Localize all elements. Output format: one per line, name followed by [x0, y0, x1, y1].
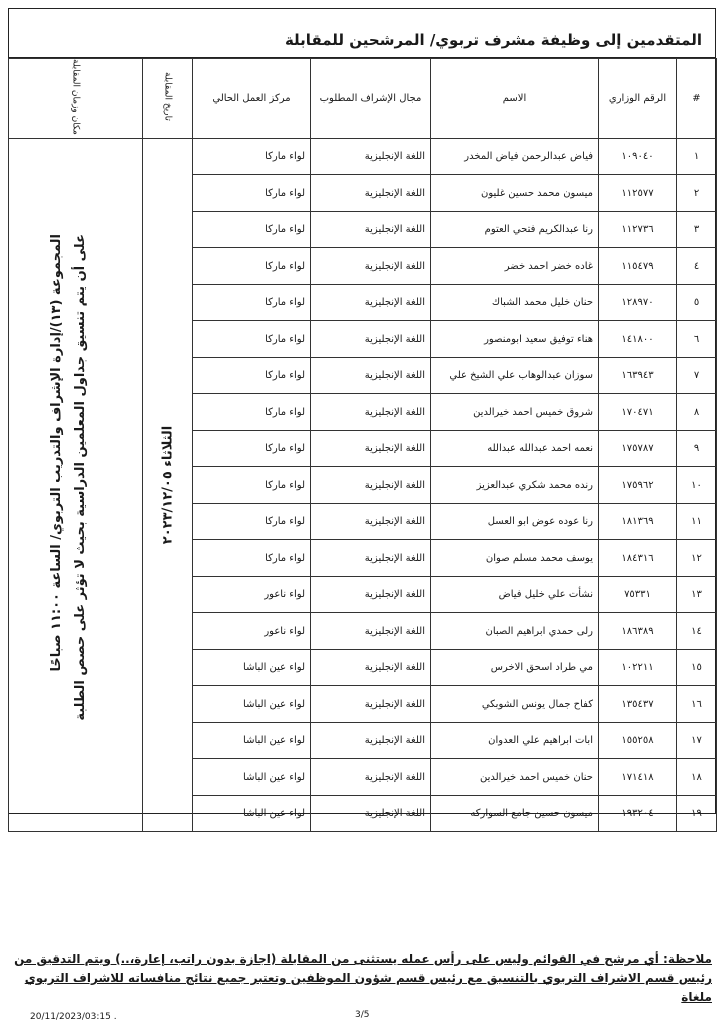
note-line-2: رئيس قسم الاشراف التربوي بالتنسيق مع رئيس قسم شؤون الموظفين وتعتبر جميع نتائج منافساته للاشراف التربوي ملغاة [24, 971, 712, 1004]
current-workplace: لواء عين الباشا [193, 686, 311, 723]
ministry-number: ١١٢٧٣٦ [599, 211, 677, 248]
ministry-number: ١٧٥٧٨٧ [599, 430, 677, 467]
ministry-number: ١٥٥٢٥٨ [599, 722, 677, 759]
row-number: ٧ [677, 357, 717, 394]
header-name: الاسم [431, 59, 599, 139]
row-number: ١ [677, 138, 717, 175]
supervision-field: اللغة الإنجليزية [311, 722, 431, 759]
candidate-name: رلى حمدي ابراهيم الصبان [431, 613, 599, 650]
ministry-number: ١٧٥٩٦٢ [599, 467, 677, 504]
row-number: ١٥ [677, 649, 717, 686]
candidate-name: فياض عبدالرحمن فياض المخدر [431, 138, 599, 175]
candidate-name: حنان خميس احمد خيرالدين [431, 759, 599, 796]
supervision-field: اللغة الإنجليزية [311, 248, 431, 285]
ministry-number: ١٦٣٩٤٣ [599, 357, 677, 394]
row-number: ٦ [677, 321, 717, 358]
current-workplace: لواء ماركا [193, 211, 311, 248]
row-number: ١٩ [677, 795, 717, 832]
ministry-number: ١٩٣٢٠٤ [599, 795, 677, 832]
current-workplace: لواء ماركا [193, 540, 311, 577]
ministry-number: ١٢٨٩٧٠ [599, 284, 677, 321]
current-workplace: لواء ماركا [193, 430, 311, 467]
header-ministry-no: الرقم الوزاري [599, 59, 677, 139]
supervision-field: اللغة الإنجليزية [311, 211, 431, 248]
candidate-name: غاده خضر احمد خضر [431, 248, 599, 285]
candidate-name: رنده محمد شكري عبدالعزيز [431, 467, 599, 504]
supervision-field: اللغة الإنجليزية [311, 576, 431, 613]
row-number: ١٤ [677, 613, 717, 650]
current-workplace: لواء ماركا [193, 175, 311, 212]
supervision-field: اللغة الإنجليزية [311, 357, 431, 394]
row-number: ١١ [677, 503, 717, 540]
page-title: المتقدمين إلى وظيفة مشرف تربوي/ المرشحين للمقابلة [284, 31, 702, 49]
candidate-name: ابات ابراهيم علي العدوان [431, 722, 599, 759]
table-header-row [9, 59, 717, 139]
candidate-name: سوزان عبدالوهاب علي الشيخ علي [431, 357, 599, 394]
supervision-field: اللغة الإنجليزية [311, 649, 431, 686]
candidate-name: رنا عبدالكريم فتحي العتوم [431, 211, 599, 248]
row-number: ١٨ [677, 759, 717, 796]
supervision-field: اللغة الإنجليزية [311, 430, 431, 467]
group-text-2: على أن يتم تنسيق جداول المعلمين الدراسية بحيث لا تؤثر على حصص الطلبة [73, 233, 88, 721]
row-number: ١٦ [677, 686, 717, 723]
current-workplace: لواء ماركا [193, 321, 311, 358]
current-workplace: لواء ناعور [193, 576, 311, 613]
ministry-number: ١٠٩٠٤٠ [599, 138, 677, 175]
candidate-name: نشأت علي خليل فياض [431, 576, 599, 613]
candidate-name: شروق خميس احمد خيرالدين [431, 394, 599, 431]
row-number: ٨ [677, 394, 717, 431]
header-date: تاريخ المقابلة [143, 59, 193, 139]
current-workplace: لواء ماركا [193, 394, 311, 431]
supervision-field: اللغة الإنجليزية [311, 540, 431, 577]
row-number: ٤ [677, 248, 717, 285]
ministry-number: ١٣٥٤٣٧ [599, 686, 677, 723]
group-text-1: المجموعة (١٣)/إدارة الإشراف والتدريب التربوي/ الساعة ١١:٠٠ صباحًا [49, 233, 64, 672]
ministry-number: ١٨٤٣١٦ [599, 540, 677, 577]
row-number: ١٧ [677, 722, 717, 759]
candidate-name: ميسون حسين جامع السواركه [431, 795, 599, 832]
ministry-number: ١١٥٤٧٩ [599, 248, 677, 285]
row-number: ٣ [677, 211, 717, 248]
supervision-field: اللغة الإنجليزية [311, 394, 431, 431]
supervision-field: اللغة الإنجليزية [311, 284, 431, 321]
current-workplace: لواء ماركا [193, 284, 311, 321]
page-number: 3/5 [355, 1010, 370, 1020]
candidates-table [8, 58, 717, 832]
candidate-name: هناء توفيق سعيد ابومنصور [431, 321, 599, 358]
current-workplace: لواء عين الباشا [193, 759, 311, 796]
note [12, 950, 712, 1007]
row-number: ٢ [677, 175, 717, 212]
candidate-name: يوسف محمد مسلم صوان [431, 540, 599, 577]
supervision-field: اللغة الإنجليزية [311, 467, 431, 504]
ministry-number: ١٨١٣٦٩ [599, 503, 677, 540]
supervision-field: اللغة الإنجليزية [311, 613, 431, 650]
title-row [8, 28, 716, 58]
candidate-name: كفاح جمال يونس الشوبكي [431, 686, 599, 723]
row-number: ٩ [677, 430, 717, 467]
current-workplace: لواء عين الباشا [193, 722, 311, 759]
ministry-number: ١٤١٨٠٠ [599, 321, 677, 358]
candidate-name: نعمه احمد عبدالله عبدالله [431, 430, 599, 467]
header-num: # [677, 59, 717, 139]
candidate-name: مي طراد اسحق الاخرس [431, 649, 599, 686]
supervision-field: اللغة الإنجليزية [311, 795, 431, 832]
supervision-field: اللغة الإنجليزية [311, 686, 431, 723]
row-number: ١٠ [677, 467, 717, 504]
current-workplace: لواء ماركا [193, 138, 311, 175]
ministry-number: ١٧٠٤٧١ [599, 394, 677, 431]
supervision-field: اللغة الإنجليزية [311, 503, 431, 540]
row-number: ١٢ [677, 540, 717, 577]
interview-date: الثلاثاء ٢٠٢٣/١٢/٠٥ [160, 425, 175, 545]
current-workplace: لواء ناعور [193, 613, 311, 650]
candidate-name: حنان خليل محمد الشباك [431, 284, 599, 321]
supervision-field: اللغة الإنجليزية [311, 138, 431, 175]
supervision-field: اللغة الإنجليزية [311, 175, 431, 212]
supervision-field: اللغة الإنجليزية [311, 321, 431, 358]
current-workplace: لواء عين الباشا [193, 649, 311, 686]
supervision-field: اللغة الإنجليزية [311, 759, 431, 796]
ministry-number: ١٠٢٢١١ [599, 649, 677, 686]
table-body [9, 138, 717, 832]
interview-place-time-cell [9, 138, 143, 832]
candidate-name: ميسون محمد حسين غليون [431, 175, 599, 212]
table-row [9, 138, 717, 175]
ministry-number: ٧٥٣٣١ [599, 576, 677, 613]
current-workplace: لواء ماركا [193, 248, 311, 285]
interview-date-cell [143, 138, 193, 832]
header-workplace: مركز العمل الحالي [193, 59, 311, 139]
header-field: مجال الإشراف المطلوب [311, 59, 431, 139]
ministry-number: ١٨٦٣٨٩ [599, 613, 677, 650]
current-workplace: لواء ماركا [193, 357, 311, 394]
header-place-time: مكان وزمان المقابلة [9, 59, 143, 139]
current-workplace: لواء ماركا [193, 467, 311, 504]
current-workplace: لواء عين الباشا [193, 795, 311, 832]
note-line-1: ملاحظة: أي مرشح في القوائم وليس على رأس عمله يستثنى من المقابلة (اجازة بدون راتب، إعارة،..) ويتم التدقيق من [14, 952, 712, 966]
row-number: ١٣ [677, 576, 717, 613]
row-number: ٥ [677, 284, 717, 321]
ministry-number: ١٧١٤١٨ [599, 759, 677, 796]
current-workplace: لواء ماركا [193, 503, 311, 540]
print-stamp: 20/11/2023/03:15 . [30, 1012, 117, 1022]
ministry-number: ١١٢٥٧٧ [599, 175, 677, 212]
candidate-name: رنا عوده عوض ابو العسل [431, 503, 599, 540]
